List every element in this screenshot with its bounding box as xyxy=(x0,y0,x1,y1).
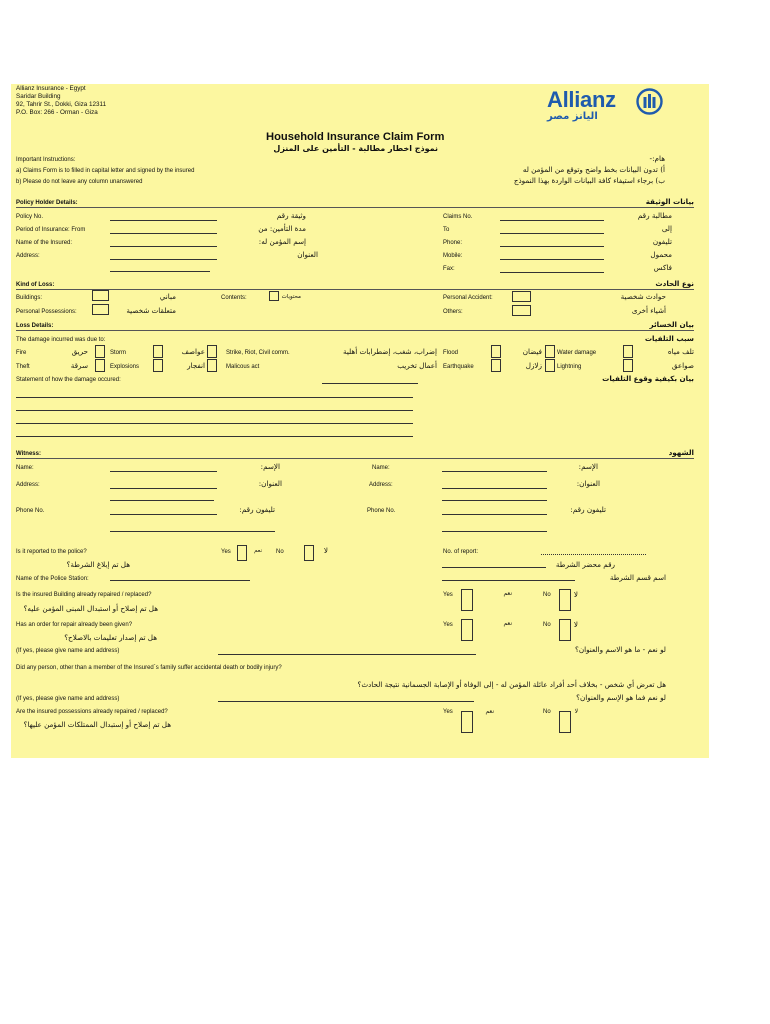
personal-accident-label-arabic: حوادث شخصية xyxy=(620,292,666,301)
injury-name-address-label-arabic: لو نعم فما هو الإسم والعنوان؟ xyxy=(576,693,666,702)
period-from-field[interactable] xyxy=(110,233,217,234)
policy-no-label: Policy No. xyxy=(16,214,44,220)
company-address-line4: P.O. Box: 266 - Orman - Giza xyxy=(16,109,98,116)
building-repaired-yes-label-arabic: نعم xyxy=(503,590,512,597)
statement-label: Statement of how the damage occured: xyxy=(16,377,121,383)
witness1-address-label: Address: xyxy=(16,482,40,488)
statement-field-2[interactable] xyxy=(16,410,413,411)
earthquake-checkbox[interactable] xyxy=(491,359,501,372)
police-yes-label: Yes xyxy=(221,549,231,555)
loss-details-heading: Loss Details: xyxy=(16,323,54,329)
others-checkbox[interactable] xyxy=(512,305,531,316)
theft-label-arabic: سرقة xyxy=(70,361,88,370)
to-label: To xyxy=(443,227,450,233)
phone-label: Phone: xyxy=(443,240,463,246)
policy-no-label-arabic: وثيقة رقم xyxy=(276,211,306,220)
building-repaired-no-label: No xyxy=(543,592,551,598)
building-repaired-yes-label: Yes xyxy=(443,592,453,598)
buildings-label-arabic: مباني xyxy=(159,292,176,301)
address-label-arabic: العنوان xyxy=(297,250,318,259)
company-address-line3: 92, Tahrir St., Dokki, Giza 12311 xyxy=(16,101,107,108)
instruction-a: a) Claims Form is to filled in capital letter and signed by the insured xyxy=(16,168,195,174)
flood-label-arabic: فيضان xyxy=(522,347,542,356)
policy-holder-heading-arabic: بيانات الوثيقة xyxy=(645,197,694,206)
address-field-1[interactable] xyxy=(110,259,217,260)
witness2-address-label-arabic: العنوان: xyxy=(576,479,600,488)
statement-field-3[interactable] xyxy=(16,423,413,424)
repair-order-no-label: No xyxy=(543,622,551,628)
storm-checkbox[interactable] xyxy=(153,345,163,358)
report-no-label-arabic: رقم محضر الشرطة xyxy=(555,560,615,569)
statement-field-4[interactable] xyxy=(16,436,413,437)
police-no-checkbox[interactable] xyxy=(304,545,314,561)
insured-name-label: Name of the Insured: xyxy=(16,240,73,246)
to-label-arabic: إلى xyxy=(661,224,672,233)
form-sheet xyxy=(11,84,709,758)
building-repaired-yes-checkbox[interactable] xyxy=(461,589,473,611)
contents-checkbox[interactable] xyxy=(269,291,279,301)
witness2-name-label: Name: xyxy=(372,465,390,471)
damage-cause-label: The damage incurred was due to: xyxy=(16,337,106,343)
claims-no-label: Claims No. xyxy=(443,214,473,220)
others-label-arabic: أشياء أخرى xyxy=(631,306,666,315)
witness2-name-field[interactable] xyxy=(442,471,547,472)
lightning-label-arabic: صواعق xyxy=(671,361,694,370)
contents-label: Contents: xyxy=(221,295,247,301)
repair-name-address-field[interactable] xyxy=(218,654,476,655)
water-damage-label-arabic: تلف مياه xyxy=(667,347,694,356)
company-address-line1: Allianz Insurance - Egypt xyxy=(16,85,86,92)
mobile-label: Mobile: xyxy=(443,253,463,259)
earthquake-label: Earthquake xyxy=(443,364,474,370)
repair-name-address-label-arabic: لو نعم - ما هو الاسم والعنوان؟ xyxy=(575,645,666,654)
witness1-phone-label: Phone No. xyxy=(16,508,45,514)
kind-of-loss-heading-arabic: نوع الحادث xyxy=(655,279,694,288)
witness1-phone-field[interactable] xyxy=(110,514,217,515)
fire-checkbox[interactable] xyxy=(95,345,105,358)
loss-details-heading-arabic: بيان الخسائر xyxy=(649,320,694,329)
fire-label: Fire xyxy=(16,350,27,356)
flood-checkbox-2[interactable] xyxy=(545,345,555,358)
police-no-label-arabic: لا xyxy=(323,546,328,555)
police-station-field[interactable] xyxy=(110,580,250,581)
allianz-emblem-icon xyxy=(636,88,663,115)
damage-cause-label-arabic: سبب التلفيات xyxy=(644,334,694,343)
form-title-arabic: نموذج اخطار مطالبة - التأمين على المنزل xyxy=(273,144,438,153)
witness2-extra-field[interactable] xyxy=(442,531,547,532)
witness-heading: Witness: xyxy=(16,451,41,457)
police-yes-label-arabic: نعم xyxy=(254,548,262,554)
repair-order-yes-label-arabic: نعم xyxy=(503,620,512,627)
instruction-a-arabic: أ) تدون البيانات بخط واضح وتوقع من المؤمن له xyxy=(522,165,665,174)
water-damage-checkbox[interactable] xyxy=(623,345,633,358)
repair-order-no-checkbox[interactable] xyxy=(559,619,571,641)
malicious-act-label: Malicous act xyxy=(226,364,260,370)
personal-accident-label: Personal Accident: xyxy=(443,295,493,301)
personal-possessions-label: Personal Possessions: xyxy=(16,309,77,315)
address-field-2[interactable] xyxy=(110,271,210,272)
allianz-logo-arabic: اليانز مصر xyxy=(547,111,598,122)
period-label: Period of Insurance: From xyxy=(16,227,86,233)
repair-order-question: Has an order for repair already been given? xyxy=(16,622,133,628)
witness2-phone-label-arabic: تليفون رقم: xyxy=(570,505,606,514)
possessions-repaired-question: Are the insured possessions already repaired / replaced? xyxy=(16,709,168,715)
section-divider xyxy=(16,207,694,208)
witness2-address-label: Address: xyxy=(369,482,393,488)
buildings-label: Buildings: xyxy=(16,295,43,301)
section-divider xyxy=(16,330,694,331)
earthquake-checkbox-2[interactable] xyxy=(545,359,555,372)
lightning-label: Lightning xyxy=(557,364,582,370)
personal-possessions-label-arabic: متعلقات شخصية xyxy=(126,306,176,315)
allianz-logo-text: Allianz xyxy=(547,87,616,112)
building-repaired-no-checkbox[interactable] xyxy=(559,589,571,611)
address-label: Address: xyxy=(16,253,40,259)
section-divider xyxy=(16,289,694,290)
phone-field[interactable] xyxy=(500,246,604,247)
witness2-phone-label: Phone No. xyxy=(367,508,396,514)
storm-label: Storm xyxy=(110,350,127,356)
insured-name-label-arabic: إسم المؤمن له: xyxy=(258,237,306,246)
police-question: Is it reported to the police? xyxy=(16,549,87,555)
witness1-address-field-1[interactable] xyxy=(110,488,217,489)
strike-label: Strike, Riot, Civil comm. xyxy=(226,350,290,356)
repair-name-address-label: (If yes, please give name and address) xyxy=(16,648,120,654)
police-no-label: No xyxy=(276,549,284,555)
witness1-extra-field[interactable] xyxy=(110,531,275,532)
possessions-yes-label: Yes xyxy=(443,709,453,715)
witness1-address-label-arabic: العنوان: xyxy=(258,479,282,488)
personal-accident-checkbox[interactable] xyxy=(512,291,531,302)
possessions-yes-checkbox[interactable] xyxy=(461,711,473,733)
fax-field[interactable] xyxy=(500,272,604,273)
report-no-label: No. of report: xyxy=(443,549,479,555)
witness-heading-arabic: الشهود xyxy=(668,448,694,457)
section-divider xyxy=(16,458,694,459)
witness2-address-field-2[interactable] xyxy=(442,500,547,501)
malicious-act-label-arabic: أعمال تخريب xyxy=(397,361,437,370)
injury-name-address-field[interactable] xyxy=(218,701,474,702)
buildings-checkbox[interactable] xyxy=(92,290,109,301)
explosions-checkbox[interactable] xyxy=(153,359,163,372)
statement-field-0[interactable] xyxy=(322,383,418,384)
witness2-address-field-1[interactable] xyxy=(442,488,547,489)
mobile-field[interactable] xyxy=(500,259,604,260)
explosions-label: Explosions xyxy=(110,364,140,370)
repair-order-no-label-arabic: لا xyxy=(573,620,578,629)
statement-label-arabic: بيان بكيفية وقوع التلفيات xyxy=(602,374,694,383)
fax-label-arabic: فاكس xyxy=(653,263,672,272)
claims-no-field[interactable] xyxy=(500,220,604,221)
building-repaired-question-arabic: هل تم إصلاح أو استبدال المبنى المؤمن عليه؟ xyxy=(23,604,158,613)
instructions-heading-arabic: هام:- xyxy=(649,154,665,163)
others-label: Others: xyxy=(443,309,463,315)
lightning-checkbox[interactable] xyxy=(623,359,633,372)
building-repaired-no-label-arabic: لا xyxy=(573,590,578,599)
report-no-field[interactable] xyxy=(541,554,646,555)
company-address-line2: Saridar Building xyxy=(16,93,61,100)
witness1-phone-label-arabic: تليفون رقم: xyxy=(239,505,275,514)
possessions-no-label-arabic: لا xyxy=(574,708,578,715)
phone-label-arabic: تليفون xyxy=(652,237,672,246)
building-repaired-question: Is the insured Building already repaired / replaced? xyxy=(16,592,152,598)
police-station-field-2[interactable] xyxy=(442,580,575,581)
theft-checkbox[interactable] xyxy=(95,359,105,372)
police-station-label-arabic: اسم قسم الشرطة xyxy=(609,573,666,582)
water-damage-label: Water damage xyxy=(557,350,597,356)
policy-no-field[interactable] xyxy=(110,220,217,221)
witness2-phone-field[interactable] xyxy=(442,514,547,515)
strike-label-arabic: إضراب، شغب، إضطرابات أهلية xyxy=(343,347,437,356)
fire-label-arabic: حريق xyxy=(71,347,88,356)
to-field[interactable] xyxy=(500,233,604,234)
witness1-name-label-arabic: الإسم: xyxy=(260,462,280,471)
witness1-address-field-2[interactable] xyxy=(110,500,214,501)
claims-no-label-arabic: مطالبة رقم xyxy=(637,211,672,220)
witness2-name-label-arabic: الإسم: xyxy=(578,462,598,471)
form-title: Household Insurance Claim Form xyxy=(266,131,445,143)
explosions-label-arabic: انفجار xyxy=(187,361,205,370)
theft-label: Theft xyxy=(16,364,30,370)
injury-name-address-label: (If yes, please give name and address) xyxy=(16,696,120,702)
injury-question: Did any person, other than a member of the Insured`s family suffer accidental death or bodily injury? xyxy=(16,665,282,671)
injury-question-arabic: هل تعرض أي شخص - بخلاف أحد أفراد عائلة المؤمن له - إلى الوفاة أو الإصابة الجسمانية نتيجة الحادث؟ xyxy=(357,680,666,689)
insured-name-field[interactable] xyxy=(110,246,217,247)
police-question-arabic: هل تم إبلاغ الشرطة؟ xyxy=(66,560,130,569)
earthquake-label-arabic: زلازل xyxy=(525,361,542,370)
storm-checkbox-2[interactable] xyxy=(207,345,217,358)
witness1-name-label: Name: xyxy=(16,465,34,471)
possessions-repaired-question-arabic: هل تم إصلاح أو إستبدال الممتلكات المؤمن عليها؟ xyxy=(23,720,171,729)
police-station-label: Name of the Police Station: xyxy=(16,576,89,582)
witness1-name-field[interactable] xyxy=(110,471,217,472)
period-label-arabic: مدة التأمين: من xyxy=(258,224,306,233)
repair-order-question-arabic: هل تم إصدار تعليمات بالاصلاح؟ xyxy=(64,633,157,642)
statement-field-1[interactable] xyxy=(16,397,413,398)
instruction-b-arabic: ب) برجاء استيفاء كافة البيانات الواردة بهذا النموذج xyxy=(513,176,665,185)
explosions-checkbox-2[interactable] xyxy=(207,359,217,372)
flood-label: Flood xyxy=(443,350,459,356)
policy-holder-heading: Policy Holder Details: xyxy=(16,200,78,206)
instruction-b: b) Please do not leave any column unanswered xyxy=(16,179,143,185)
instructions-heading: Important Instructions: xyxy=(16,157,76,163)
contents-label-arabic: محتويات xyxy=(281,294,301,300)
repair-order-yes-checkbox[interactable] xyxy=(461,619,473,641)
kind-of-loss-heading: Kind of Loss: xyxy=(16,282,55,288)
police-yes-checkbox[interactable] xyxy=(237,545,247,561)
possessions-no-checkbox[interactable] xyxy=(559,711,571,733)
mobile-label-arabic: محمول xyxy=(650,250,672,259)
flood-checkbox[interactable] xyxy=(491,345,501,358)
repair-order-yes-label: Yes xyxy=(443,622,453,628)
personal-possessions-checkbox[interactable] xyxy=(92,304,109,315)
possessions-yes-label-arabic: نعم xyxy=(485,708,494,715)
possessions-no-label: No xyxy=(543,709,551,715)
fax-label: Fax: xyxy=(443,266,455,272)
storm-label-arabic: عواصف xyxy=(181,347,205,356)
report-no-field-2[interactable] xyxy=(442,567,546,568)
